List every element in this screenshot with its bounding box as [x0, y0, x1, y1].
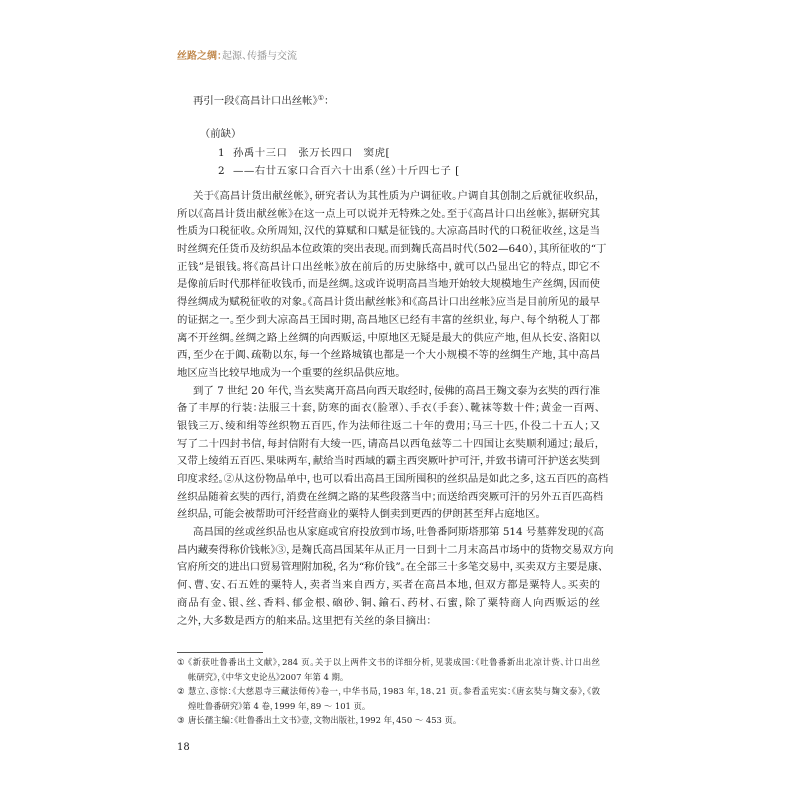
- paragraph-line: 到了 7 世纪 20 年代，当玄奘离开高昌向西天取经时，佞佛的高昌王麹文泰为玄奘的西行准: [193, 384, 601, 397]
- footnote-mark: ②: [177, 686, 185, 697]
- paragraph-line: 银钱三万、绫和绢等丝织物五百匹，作为法师往返二十年的费用；马三十匹，仆役二十五人；又: [177, 419, 600, 432]
- body-text: [177, 188, 614, 630]
- footnote-mark: ③: [177, 715, 185, 726]
- footnote-divider: [177, 652, 263, 653]
- paragraph-line: 所以《高昌计货出献丝帐》在这一点上可以说并无特殊之处。至于《高昌计口出丝帐》，据研究其: [177, 207, 600, 220]
- paragraph-line: 关于《高昌计货出献丝帐》，研究者认为其性质为户调征收。户调自其创制之后就征收织品，: [193, 190, 600, 202]
- footnote-line: 《新获吐鲁番出土文献》，284 页。关于以上两件文书的详细分析，见裴成国：《吐鲁番新出北凉计赀、计口出丝: [188, 657, 600, 667]
- paragraph-line: 高昌国的丝或丝织品也从家庭或官府投放到市场，吐鲁番阿斯塔那第 514 号墓葬发现的《高: [193, 526, 604, 539]
- paragraph-line: 得丝绸成为赋税征收的对象。《高昌计货出献丝帐》和《高昌计口出丝帐》应当是目前所见的最早: [177, 296, 600, 309]
- paragraph-line: 昌内藏奏得称价钱帐》③，是麹氏高昌国某年从正月一日到十二月末高昌市场中的货物交易双方向: [177, 543, 614, 556]
- paragraph-line: 西，至少在于阗、疏勒以东，每一个丝路城镇也都是一个大小规模不等的丝绸生产地，其中高昌: [177, 349, 600, 362]
- intro-tail: ：: [323, 95, 330, 107]
- running-head-series: 丝路之绸：: [177, 51, 222, 62]
- running-head-subtitle: 起源、传播与交流: [222, 51, 297, 62]
- footnote-line: 煌吐鲁番研究》第 4 卷，1999 年，89 ～ 101 页。: [188, 700, 367, 711]
- intro-line: [193, 90, 329, 111]
- footnote: [177, 655, 600, 684]
- paragraph-line: 何、曹、安、石五姓的粟特人，卖者当来自西方，买者在高昌本地，但双方都是粟特人。买卖的: [177, 579, 600, 592]
- paragraph-line: 丝织品随着玄奘的西行，消费在丝绸之路的某些段落当中；而送给西突厥可汗的另外五百匹高档: [177, 490, 604, 503]
- running-head: [177, 50, 297, 64]
- excerpt-row: [205, 145, 391, 163]
- paragraph-line: 离不开丝绸。丝绸之路上丝绸的向西贩运，中原地区无疑是最大的供应产地，但从长安、洛阳以: [177, 331, 600, 344]
- paragraph-line: 写了二十四封书信，每封信附有大绫一匹，请高昌以西龟兹等二十四国让玄奘顺利通过；最后，: [177, 437, 600, 450]
- paragraph-line: 印度求经。②从这份物品单中，也可以看出高昌王国所囤积的丝织品是如此之多，这五百匹的高档: [177, 473, 609, 485]
- page-number: 18: [177, 742, 190, 753]
- paragraph-line: 之外，大多数是西方的舶来品。这里把有关丝的条目摘出：: [177, 614, 432, 627]
- footnote: [177, 713, 600, 728]
- intro-text: 再引一段《高昌计口出丝帐》: [193, 95, 318, 107]
- paragraph: [177, 524, 614, 630]
- paragraph-line: 时丝绸充任货币及纺织品本位政策的突出表现。而到麹氏高昌时代（502—640），其所征收的“丁: [177, 243, 607, 256]
- footnote-line: 慧立、彦悰：《大慈恩寺三藏法师传》卷一，中华书局，1983 年，18、21 页。参看孟宪实：《唐玄奘与麹文泰》，《敦: [188, 686, 600, 697]
- excerpt-row-text: 孙禹十三口 张万长四口 窦虎[: [233, 147, 391, 159]
- paragraph-line: 性质为口税征收。众所周知，汉代的算赋和口赋是征钱的。大凉高昌时代的口税征收丝，这是当: [177, 225, 600, 238]
- excerpt-row-number: 1: [218, 147, 225, 159]
- excerpt-lost-note: （前缺）: [205, 128, 237, 140]
- paragraph-line: 地区应当比较早地成为一个重要的丝织品供应地。: [177, 366, 401, 379]
- footnotes: [177, 655, 600, 728]
- paragraph: [177, 383, 609, 525]
- footnote-mark: ①: [177, 657, 185, 667]
- excerpt-row-text: ——右廿五家口合百六十出系（丝）十斤四七子 [: [233, 164, 460, 177]
- paragraph-line: 商品有金、银、丝、香料、郁金根、硇砂、铜、鍮石、药材、石蜜，除了粟特商人向西贩运的丝: [177, 596, 600, 609]
- footnote-line: 唐长孺主编：《吐鲁番出土文书》壹，文物出版社，1992 年，450 ～ 453 页。: [188, 715, 458, 726]
- footnote-line: 帐研究》，《中华文史论丛》2007 年第 4 期。: [188, 671, 345, 682]
- excerpt-row-number: 2: [218, 164, 225, 177]
- paragraph-line: 是像前后时代那样征收钱币，而是丝绸。这或许说明高昌当地开始较大规模地生产丝绸，因而使: [177, 278, 600, 291]
- paragraph-line: 的证据之一。至少到大凉高昌王国时期，高昌地区已经有丰富的丝织业，每户、每个纳税人丁都: [177, 313, 600, 326]
- paragraph: [177, 188, 607, 383]
- paragraph-line: 备了丰厚的行装：法服三十套，防寒的面衣（脸罩）、手衣（手套）、靴袜等数十件；黄金一百两、: [177, 402, 600, 415]
- footnote: [177, 684, 600, 713]
- footnote-ref: ①: [317, 94, 324, 102]
- paragraph-line: 官府所交的进出口贸易管理附加税，名为“称价钱”。在全部三十多笔交易中，买卖双方主要是康、: [177, 561, 604, 574]
- paragraph-line: 丝织品，可能会被帮助可汗经营商业的粟特人倒卖到更西的伊朗甚至拜占庭地区。: [177, 508, 541, 521]
- excerpt-row: [205, 163, 460, 181]
- paragraph-line: 正钱”是银钱。将《高昌计口出丝帐》放在前后的历史脉络中，就可以凸显出它的特点，即它不: [177, 260, 600, 273]
- document-excerpt: [205, 125, 460, 180]
- paragraph-line: 又带上绫绡五百匹、果味两车，献给当时西域的霸主西突厥叶护可汗，并致书请可汗护送玄奘到: [177, 455, 600, 468]
